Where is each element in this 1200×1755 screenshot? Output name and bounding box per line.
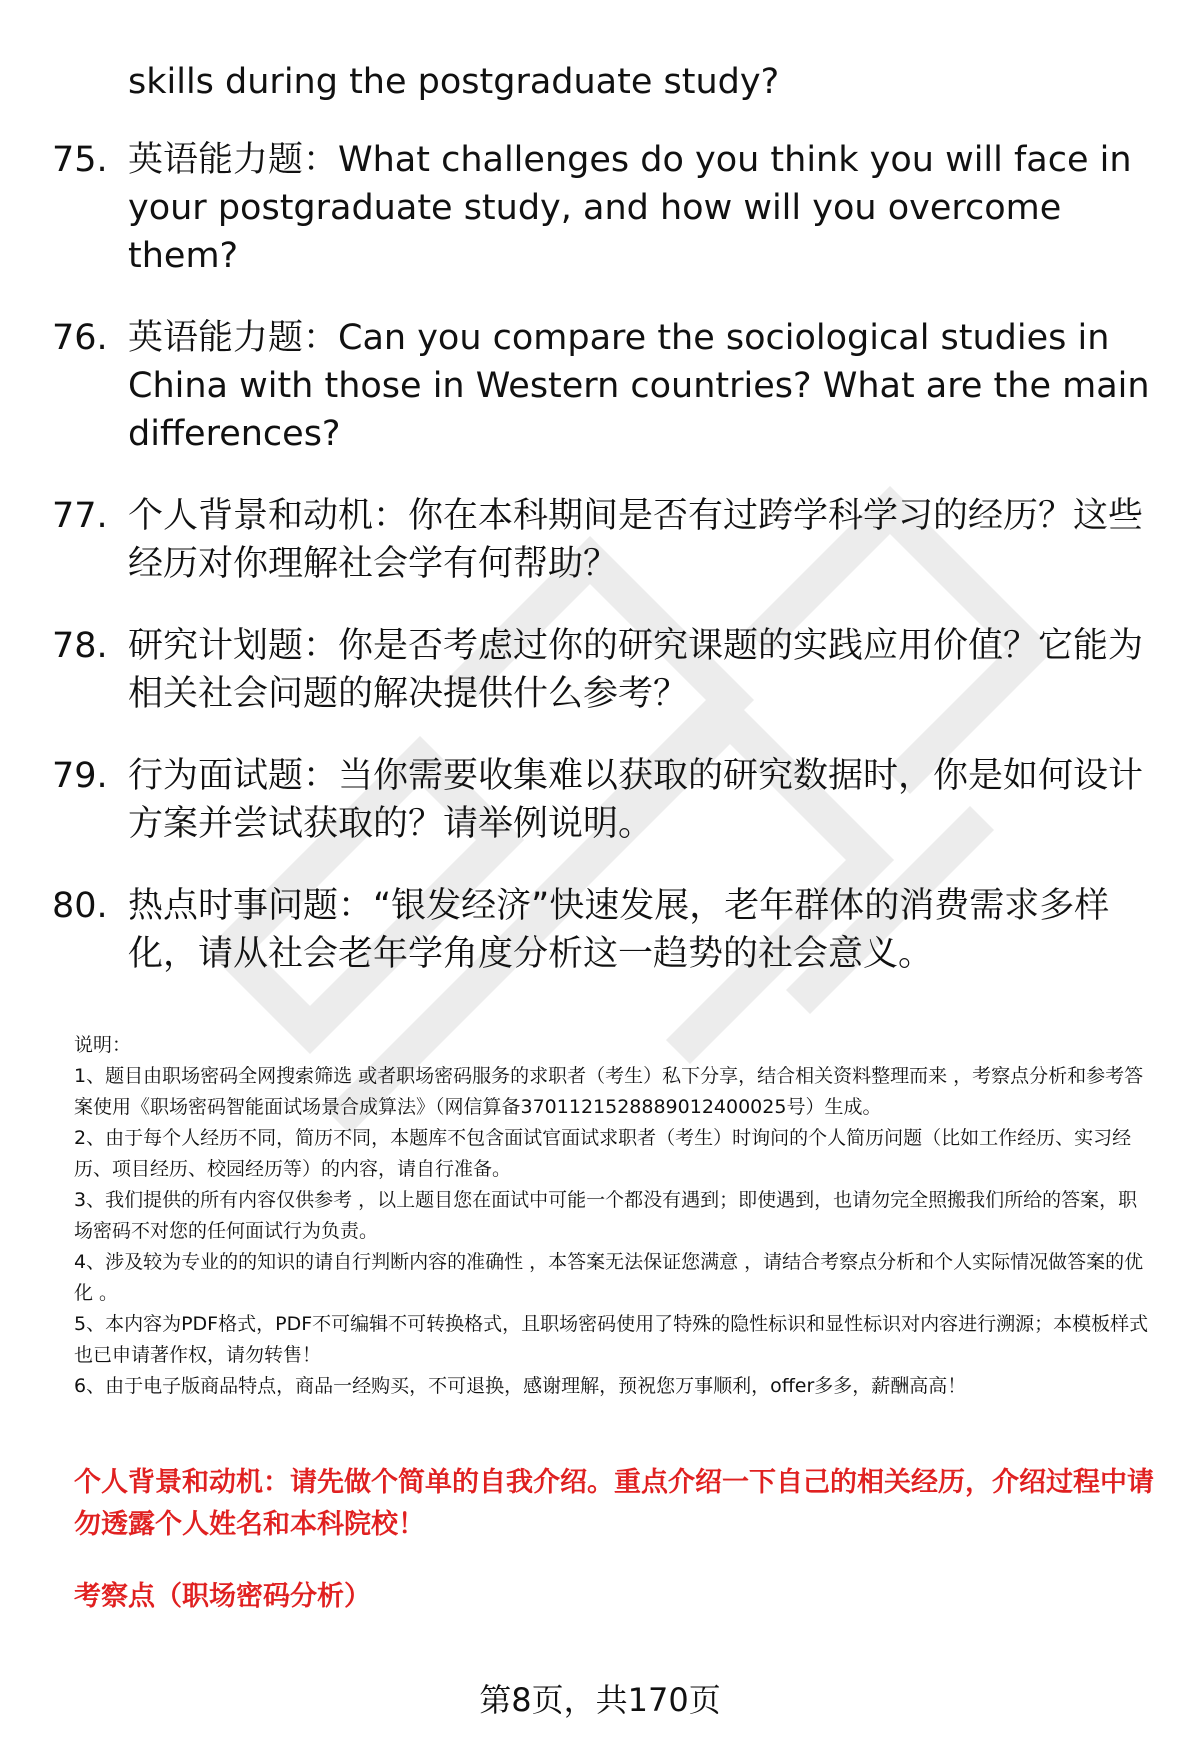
question-item-75	[52, 136, 1152, 280]
question-item-76	[52, 314, 1152, 458]
notes-line-3: 3、我们提供的所有内容仅供参考 ，以上题目您在面试中可能一个都没有遇到；即使遇到，也请勿完全照搬我们所给的答案，职场密码不对您的任何面试行为负责。	[74, 1189, 1138, 1242]
highlight-question: 个人背景和动机：请先做个简单的自我介绍。重点介绍一下自己的相关经历，介绍过程中请勿透露个人姓名和本科院校！	[74, 1467, 1154, 1540]
question-item-78	[52, 622, 1152, 718]
question-text: 热点时事问题：“银发经济”快速发展，老年群体的消费需求多样化，请从社会老年学角度分析这一趋势的社会意义。	[128, 886, 1110, 974]
notes-line-4: 4、涉及较为专业的的知识的请自行判断内容的准确性 ，本答案无法保证您满意 ，请结合考察点分析和个人实际情况做答案的优化 。	[74, 1251, 1144, 1304]
page-number: 第8页，共170页	[479, 1681, 721, 1719]
notes-line-2: 2、由于每个人经历不同，简历不同，本题库不包含面试官面试求职者（考生）时询问的个人简历问题（比如工作经历、实习经历、项目经历、校园经历等）的内容，请自行准备。	[74, 1127, 1132, 1180]
question-number: 80.	[52, 886, 108, 926]
analysis-heading: 考察点（职场密码分析）	[74, 1581, 371, 1612]
question-number: 77.	[52, 496, 108, 536]
notes-line-6: 6、由于电子版商品特点，商品一经购买，不可退换，感谢理解，预祝您万事顺利，offer多多，薪酬高高！	[74, 1375, 967, 1397]
question-number: 78.	[52, 626, 108, 666]
question-text: 研究计划题：你是否考虑过你的研究课题的实践应用价值？它能为相关社会问题的解决提供什么参考？	[128, 626, 1144, 714]
question-list	[52, 58, 1152, 1012]
question-item-77	[52, 492, 1152, 588]
disclaimer-notes	[74, 1030, 1154, 1402]
notes-line-5: 5、本内容为PDF格式，PDF不可编辑不可转换格式，且职场密码使用了特殊的隐性标识和显性标识对内容进行溯源；本模板样式也已申请著作权，请勿转售！	[74, 1313, 1149, 1366]
question-item-80	[52, 882, 1152, 978]
question-continuation: skills during the postgraduate study?	[128, 62, 780, 102]
question-number: 79.	[52, 756, 108, 796]
question-text: 行为面试题：当你需要收集难以获取的研究数据时，你是如何设计方案并尝试获取的？请举例说明。	[128, 756, 1144, 844]
question-text: 英语能力题：Can you compare the sociological studies in China with those in Western countries? What are the main differences?	[128, 318, 1150, 454]
question-text: 英语能力题：What challenges do you think you will face in your postgraduate study, and how will you overcome them?	[128, 140, 1132, 276]
question-text: 个人背景和动机：你在本科期间是否有过跨学科学习的经历？这些经历对你理解社会学有何帮助？	[128, 496, 1144, 584]
question-number: 76.	[52, 318, 108, 358]
question-item-79	[52, 752, 1152, 848]
notes-title: 说明：	[74, 1034, 132, 1056]
notes-line-1: 1、题目由职场密码全网搜索筛选 或者职场密码服务的求职者（考生）私下分享，结合相关资料整理而来 ，考察点分析和参考答案使用《职场密码智能面试场景合成算法》（网信算备3701121528889012400025号）生成。	[74, 1065, 1144, 1118]
question-number: 75.	[52, 140, 108, 180]
